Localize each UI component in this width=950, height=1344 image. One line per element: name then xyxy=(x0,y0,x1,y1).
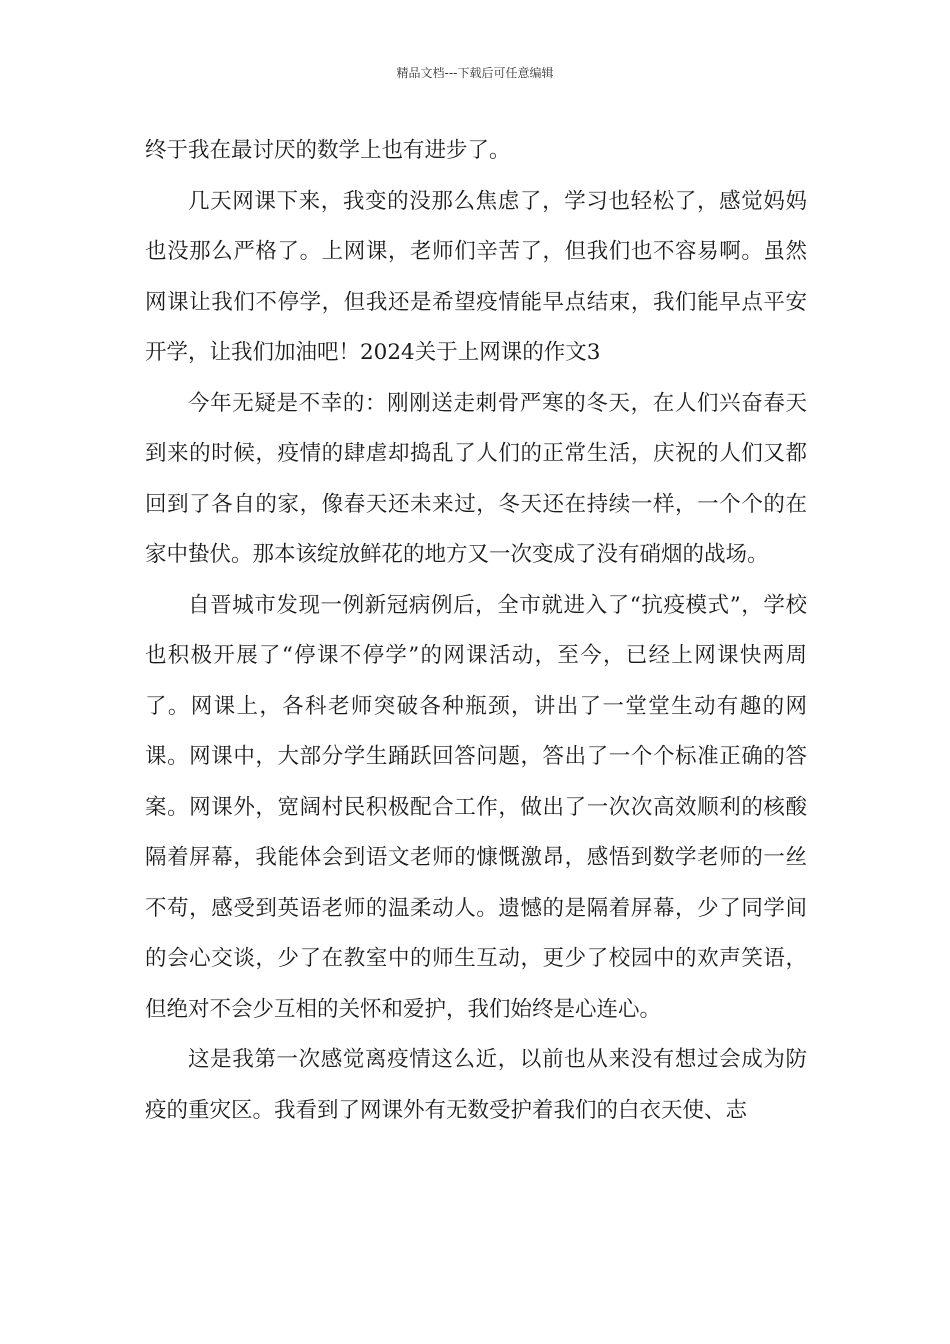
paragraph: 这是我第一次感觉离疫情这么近，以前也从来没有想过会成为防疫的重灾区。我看到了网课外有无数受护着我们的白衣天使、志 xyxy=(145,1047,807,1123)
paragraph: 自晋城市发现一例新冠病例后，全市就进入了“抗疫模式”，学校也积极开展了“停课不停学”的网课活动，至今，已经上网课快两周了。网课上，各科老师突破各种瓶颈，讲出了一堂堂生动有趣的网课。网课中，大部分学生踊跃回答问题，答出了一个个标准正确的答案。网课外，宽阔村民积极配合工作，做出了一次次高效顺利的核酸隔着屏幕，我能体会到语文老师的慷慨激昂，感悟到数学老师的一丝不苟，感受到英语老师的温柔动人。遗憾的是隔着屏幕，少了同学间的会心交谈，少了在教室中的师生互动，更少了校园中的欢声笑语，但绝对不会少互相的关怀和爱护，我们始终是心连心。 xyxy=(145,592,807,1022)
paragraph-continuation: 终于我在最讨厌的数学上也有进步了。 xyxy=(145,138,511,163)
document-header: 精品文档---下载后可任意编辑 xyxy=(396,66,554,80)
paragraph: 今年无疑是不幸的：刚刚送走刺骨严寒的冬天，在人们兴奋春天到来的时候，疫情的肆虐却捣乱了人们的正常生活，庆祝的人们又都回到了各自的家，像春天还未来过，冬天还在持续一样，一个个的在家中蛰伏。那本该绽放鲜花的地方又一次变成了没有硝烟的战场。 xyxy=(145,390,807,567)
document-body xyxy=(145,126,807,1136)
paragraph: 几天网课下来，我变的没那么焦虑了，学习也轻松了，感觉妈妈也没那么严格了。上网课，老师们辛苦了，但我们也不容易啊。虽然网课让我们不停学，但我还是希望疫情能早点结束，我们能早点平安开学，让我们加油吧！2024关于上网课的作文3 xyxy=(145,188,807,365)
